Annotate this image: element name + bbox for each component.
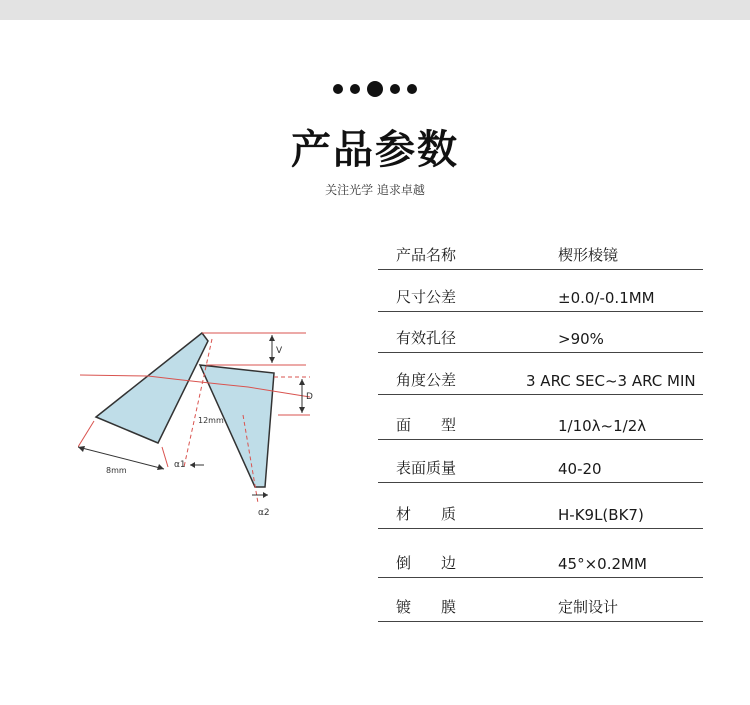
label-v: V xyxy=(276,346,283,356)
spec-value: 40-20 xyxy=(558,460,602,478)
spec-row-surface-figure xyxy=(378,395,703,440)
spec-label: 表面质量 xyxy=(396,459,457,477)
label-d: D xyxy=(306,392,313,402)
spec-label: 倒 边 xyxy=(396,554,457,572)
spec-label: 镀 膜 xyxy=(396,598,457,616)
label-8mm: 8mm xyxy=(106,466,127,475)
spec-row-aperture xyxy=(378,312,703,353)
spec-row-angle-tolerance xyxy=(378,353,703,395)
top-bar xyxy=(0,0,750,20)
spec-row-coating xyxy=(378,578,703,622)
dot xyxy=(390,84,400,94)
wedge-prism-diagram xyxy=(78,325,320,525)
spec-row-chamfer xyxy=(378,529,703,578)
dot xyxy=(407,84,417,94)
spec-value: 定制设计 xyxy=(558,598,619,616)
label-alpha1: α1 xyxy=(174,460,186,470)
dot xyxy=(333,84,343,94)
dot xyxy=(350,84,360,94)
spec-label: 面 型 xyxy=(396,416,457,434)
decorative-dots xyxy=(0,80,750,98)
spec-value: 45°×0.2MM xyxy=(558,555,647,573)
ray-incoming xyxy=(80,375,148,376)
spec-row-surface-quality xyxy=(378,440,703,483)
spec-value: 1/10λ~1/2λ xyxy=(558,417,647,435)
spec-label: 有效孔径 xyxy=(396,329,457,347)
dot-large xyxy=(367,81,383,97)
spec-value: H-K9L(BK7) xyxy=(558,506,644,524)
spec-label: 产品名称 xyxy=(396,246,457,264)
spec-label: 材 质 xyxy=(396,505,457,523)
label-12mm: 12mm xyxy=(198,416,224,425)
dim-8mm-line-2 xyxy=(162,447,168,467)
spec-table xyxy=(378,238,703,622)
spec-value: ±0.0/-0.1MM xyxy=(558,289,655,307)
spec-label: 尺寸公差 xyxy=(396,288,457,306)
spec-label: 角度公差 xyxy=(396,371,457,389)
dim-8mm-line xyxy=(78,421,94,447)
spec-value: >90% xyxy=(558,330,604,348)
label-alpha2: α2 xyxy=(258,508,270,518)
spec-value: 3 ARC SEC~3 ARC MIN xyxy=(526,372,696,390)
spec-row-name xyxy=(378,238,703,270)
page-subtitle: 关注光学 追求卓越 xyxy=(325,183,425,197)
prism-left xyxy=(96,333,208,443)
page-title: 产品参数 xyxy=(291,127,459,173)
spec-row-size-tolerance xyxy=(378,270,703,312)
spec-row-material xyxy=(378,483,703,529)
spec-value: 楔形棱镜 xyxy=(558,246,619,264)
